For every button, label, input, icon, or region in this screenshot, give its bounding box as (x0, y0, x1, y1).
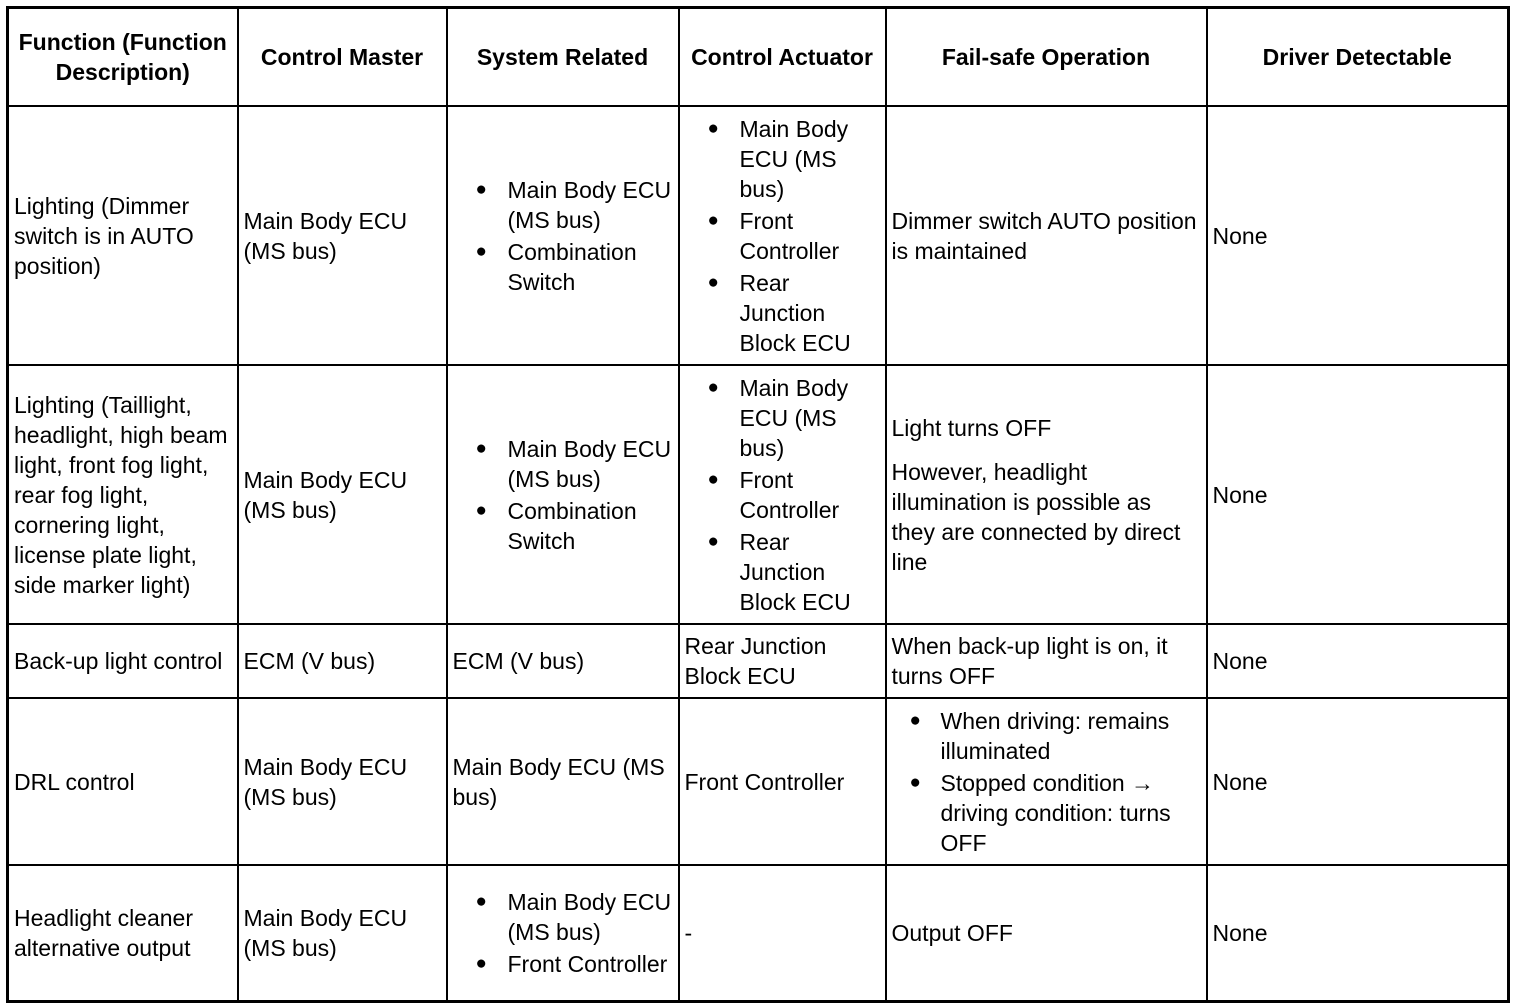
list-item: ● Stopped condition → driving condition: turns OFF (892, 768, 1201, 858)
header-control-master: Control Master (238, 8, 447, 107)
list-item: ● When driving: remains illuminated (892, 706, 1201, 766)
list-item: ● Front Controller (685, 206, 880, 266)
cell-control-master: Main Body ECU (MS bus) (238, 106, 447, 365)
cell-control-master: Main Body ECU (MS bus) (238, 698, 447, 865)
cell-driver-detectable: None (1207, 365, 1509, 624)
cell-system-related (447, 106, 679, 365)
list-item: ● Combination Switch (453, 496, 673, 556)
cell-system-related (447, 365, 679, 624)
cell-system-related: Main Body ECU (MS bus) (447, 698, 679, 865)
cell-control-actuator (679, 365, 886, 624)
cell-fail-safe: Output OFF (886, 865, 1207, 1002)
cell-fail-safe: When back-up light is on, it turns OFF (886, 624, 1207, 698)
header-fail-safe-operation: Fail-safe Operation (886, 8, 1207, 107)
cell-function: DRL control (8, 698, 238, 865)
list-item: ● Main Body ECU (MS bus) (453, 175, 673, 235)
cell-control-actuator (679, 106, 886, 365)
fail-safe-note: However, headlight illumination is possible as they are connected by direct line (891, 458, 1181, 575)
cell-control-master: ECM (V bus) (238, 624, 447, 698)
cell-driver-detectable: None (1207, 698, 1509, 865)
cell-control-actuator: Front Controller (679, 698, 886, 865)
cell-system-related (447, 865, 679, 1002)
cell-function: Headlight cleaner alternative output (8, 865, 238, 1002)
header-system-related: System Related (447, 8, 679, 107)
fail-safe-table-container (6, 6, 1507, 1003)
cell-control-master: Main Body ECU (MS bus) (238, 365, 447, 624)
cell-driver-detectable: None (1207, 865, 1509, 1002)
header-control-actuator: Control Actuator (679, 8, 886, 107)
list-item: ● Front Controller (685, 465, 880, 525)
cell-fail-safe (886, 365, 1207, 624)
list-item: ● Rear Junction Block ECU (685, 527, 880, 617)
list-item: ● Combination Switch (453, 237, 673, 297)
list-item: ● Main Body ECU (MS bus) (685, 373, 880, 463)
cell-control-actuator: Rear Junction Block ECU (679, 624, 886, 698)
cell-control-master: Main Body ECU (MS bus) (238, 865, 447, 1002)
table-row (8, 865, 1509, 1002)
list-item: ● Main Body ECU (MS bus) (685, 114, 880, 204)
cell-system-related: ECM (V bus) (447, 624, 679, 698)
header-function: Function (Function Description) (8, 8, 238, 107)
cell-function: Lighting (Taillight, headlight, high beam light, front fog light, rear fog light, cornering light, license plate light, side marker light) (8, 365, 238, 624)
table-row (8, 365, 1509, 624)
cell-fail-safe: Dimmer switch AUTO position is maintained (886, 106, 1207, 365)
list-item: ● Rear Junction Block ECU (685, 268, 880, 358)
list-item: ● Main Body ECU (MS bus) (453, 434, 673, 494)
header-driver-detectable: Driver Detectable (1207, 8, 1509, 107)
cell-control-actuator: - (679, 865, 886, 1002)
table-row (8, 624, 1509, 698)
cell-function: Lighting (Dimmer switch is in AUTO position) (8, 106, 238, 365)
list-item: ● Main Body ECU (MS bus) (453, 887, 673, 947)
cell-function: Back-up light control (8, 624, 238, 698)
cell-driver-detectable: None (1207, 106, 1509, 365)
cell-fail-safe (886, 698, 1207, 865)
cell-driver-detectable: None (1207, 624, 1509, 698)
table-row (8, 106, 1509, 365)
table-row (8, 698, 1509, 865)
fail-safe-text: Light turns OFF (891, 414, 1052, 441)
fail-safe-table (6, 6, 1510, 1003)
list-item: ● Front Controller (453, 949, 673, 979)
header-row (8, 8, 1509, 107)
